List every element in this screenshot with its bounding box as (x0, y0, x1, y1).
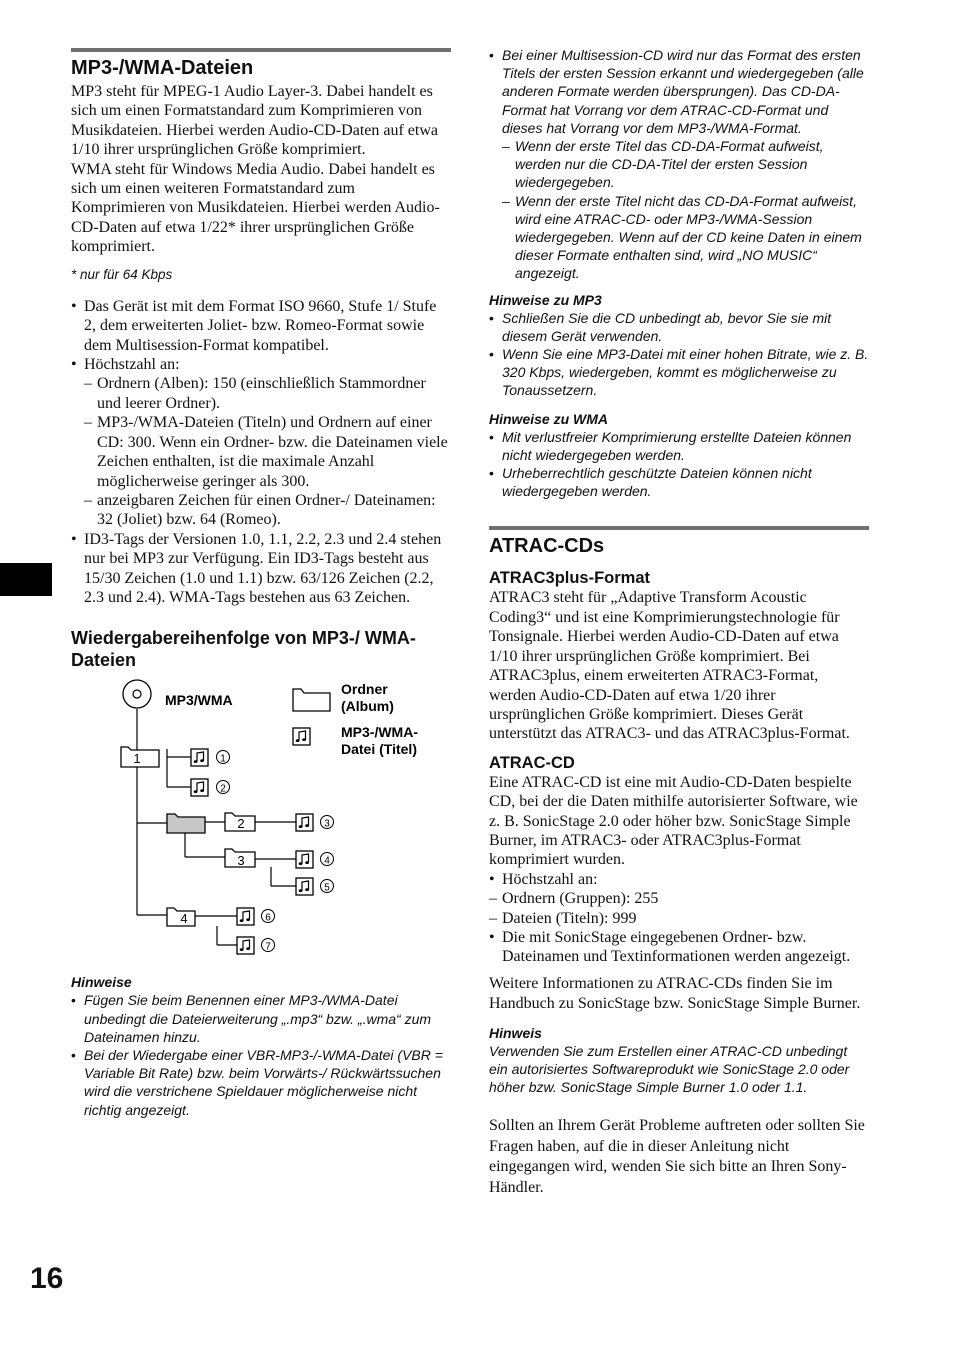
page-number: 16 (30, 1262, 64, 1295)
legend-file-label: MP3-/WMA- (341, 724, 418, 741)
track-number: 4 (324, 855, 330, 867)
list-item: • Die mit SonicStage eingegebenen Ordner- bzw. Dateinamen und Textinformationen werden angezeigt. (489, 928, 869, 967)
note-item: • Mit verlustfreier Komprimierung erstellte Dateien können nicht wiedergegeben werden. (489, 428, 869, 464)
wma-paragraph: WMA steht für Windows Media Audio. Dabei handelt es sich um einen weiteren Formatstandard zum Komprimieren von Musikdateien. Hierbei werden Audio-CD-Daten auf etwa 1/22* ihrer ursprünglichen Größe komprimiert. (71, 160, 440, 256)
mp3-spec-list (71, 297, 451, 608)
cd-disc-icon (123, 680, 151, 708)
music-file-icon (237, 908, 254, 925)
footnote: * nur für 64 Kbps (71, 266, 173, 282)
track-number: 7 (265, 941, 271, 953)
atrac-cd-list (489, 870, 869, 967)
track-number: 1 (220, 753, 226, 765)
more-info-paragraph: Weitere Informationen zu ATRAC-CDs finden Sie im Handbuch zu SonicStage bzw. SonicStage Simple Burner. (489, 974, 861, 1013)
notes-heading: Hinweise (71, 974, 132, 991)
playback-order-heading: Wiedergabereihenfolge von MP3-/ WMA-Dateien (71, 628, 416, 671)
closing-paragraph: Sollten an Ihrem Gerät Probleme auftreten oder sollten Sie Fragen haben, auf die in dieser Anleitung nicht eingegangen wird, wenden Sie sich bitte an Ihren Sony-Händler. (489, 1117, 865, 1196)
note-subitem: – Wenn der erste Titel nicht das CD-DA-Format aufweist, wird eine ATRAC-CD- oder MP3-/WMA-Session wiedergegeben. Wenn auf der CD keine Daten in einem dieser Formate enthalten sind, wird „NO MUSIC“ angezeigt. (489, 192, 869, 283)
track-number: 5 (324, 882, 330, 894)
note-item: • Bei einer Multisession-CD wird nur das Format des ersten Titels der ersten Session erkannt und wiedergegeben (alle anderen Formate werden übersprungen). Das CD-DA-Format hat Vorrang vor dem ATRAC-CD-Format und dieses hat Vorrang vor dem MP3-/WMA-Format. (489, 46, 869, 137)
folder-number: 1 (133, 751, 141, 767)
right-column (489, 46, 869, 1198)
mp3-wma-heading: MP3-/WMA-Dateien (71, 57, 254, 79)
atrac-cd-paragraph: Eine ATRAC-CD ist eine mit Audio-CD-Daten bespielte CD, bei der die Daten mithilfe autorisierter Software, wie z. B. SonicStage 2.0 oder höher bzw. SonicStage Simple Burner, im ATRAC3- oder ATRAC3plus-Format komprimiert wurden. (489, 773, 858, 869)
note-item: • Wenn Sie eine MP3-Datei mit einer hohen Bitrate, wie z. B. 320 Kbps, wiedergeben, kommt es möglicherweise zu Tonaussetzern. (489, 345, 869, 400)
list-item: • ID3-Tags der Versionen 1.0, 1.1, 2.2, 2.3 und 2.4 stehen nur bei MP3 zur Verfügung. Ein ID3-Tags besteht aus 15/30 Zeichen (1.0 und 1.1) bzw. 63/126 Zeichen (2.2, 2.3 und 2.4). WMA-Tags bestehen aus 63 Zeichen. (71, 530, 451, 608)
atrac3plus-paragraph: ATRAC3 steht für „Adaptive Transform Acoustic Coding3“ und ist eine Komprimierungstechnologie für Tonsignale. Hierbei werden Audio-CD-Daten auf etwa 1/10 ihrer ursprünglichen Größe komprimiert. Bei ATRAC3plus, einem erweiterten ATRAC3-Format, werden Audio-CD-Daten auf etwa 1/20 ihrer ursprünglichen Größe komprimiert. Dieses Gerät unterstützt das ATRAC3- und das ATRAC3plus-Format. (489, 589, 850, 743)
atrac3plus-heading: ATRAC3plus-Format (489, 569, 651, 588)
legend-folder-icon (293, 689, 330, 711)
track-number: 3 (324, 818, 330, 830)
wma-notes-list (489, 428, 869, 501)
list-item: • Das Gerät ist mit dem Format ISO 9660, Stufe 1/ Stufe 2, dem erweiterten Joliet- bzw. Romeo-Format sowie dem Multisession-Format kompatibel. (71, 297, 451, 355)
music-file-icon (191, 779, 208, 796)
music-file-icon (237, 937, 254, 954)
track-number: 2 (220, 783, 226, 795)
music-file-icon (296, 878, 313, 895)
folder-number: 2 (237, 816, 245, 832)
folder-number: 4 (180, 911, 188, 927)
hinweis-text: Verwenden Sie zum Erstellen einer ATRAC-CD unbedingt ein autorisiertes Softwareprodukt wie SonicStage 2.0 oder höher bzw. SonicStage Simple Burner 1.0 oder 1.1. (489, 1042, 850, 1096)
note-subitem: – Wenn der erste Titel das CD-DA-Format aufweist, werden nur die CD-DA-Titel der ersten Session wiedergegeben. (489, 137, 869, 192)
list-subitem: – MP3-/WMA-Dateien (Titeln) und Ordnern auf einer CD: 300. Wenn ein Ordner- bzw. die Dateinamen viele Zeichen enthalten, ist die maximale Anzahl möglicherweise geringer als 300. (71, 413, 451, 491)
mp3-wma-intro (71, 82, 451, 257)
legend-folder-label: (Album) (341, 698, 394, 715)
list-item: • Höchstzahl an: (71, 355, 451, 374)
list-subitem: – anzeigbaren Zeichen für einen Ordner-/ Dateinamen: 32 (Joliet) bzw. 64 (Romeo). (71, 491, 451, 530)
music-file-icon (191, 749, 208, 766)
multisession-list (489, 46, 869, 283)
left-column (71, 48, 451, 1119)
folder-number: 3 (237, 853, 245, 869)
list-item: • Höchstzahl an: (489, 870, 869, 889)
wma-notes-heading: Hinweise zu WMA (489, 410, 609, 427)
music-file-icon (296, 814, 313, 831)
mp3-notes-heading: Hinweise zu MP3 (489, 291, 602, 308)
list-subitem: – Ordnern (Alben): 150 (einschließlich Stammordner und leerer Ordner). (71, 374, 451, 413)
legend-folder-label: Ordner (341, 681, 388, 698)
legend-music-file-icon (293, 728, 310, 745)
section-tab-marker (0, 563, 52, 596)
list-subitem: – Ordnern (Gruppen): 255 (489, 889, 869, 908)
note-item: • Urheberrechtlich geschützte Dateien können nicht wiedergegeben werden. (489, 464, 869, 500)
legend-file-label: Datei (Titel) (341, 741, 417, 758)
atrac-cds-heading: ATRAC-CDs (489, 535, 605, 558)
section-rule (71, 48, 451, 52)
mp3-paragraph: MP3 steht für MPEG-1 Audio Layer-3. Dabei handelt es sich um einen Formatstandard zum Komprimieren von Musikdateien. Hierbei werden Audio-CD-Daten auf etwa 1/10 ihrer ursprünglichen Größe komprimiert. (71, 83, 438, 159)
section-rule (489, 526, 869, 530)
root-label: MP3/WMA (165, 692, 233, 709)
note-item: • Bei der Wiedergabe einer VBR-MP3-/-WMA-Datei (VBR = Variable Bit Rate) bzw. beim Vorwärts-/ Rückwärtssuchen wird die verstrichene Spieldauer möglicherweise nicht richtig angezeigt. (71, 1046, 451, 1119)
mp3-notes-list (489, 309, 869, 400)
folder-icon (167, 814, 205, 833)
atrac-cd-heading: ATRAC-CD (489, 753, 575, 772)
list-subitem: – Dateien (Titeln): 999 (489, 909, 869, 928)
track-number: 6 (265, 912, 271, 924)
notes-list (71, 991, 451, 1118)
playback-order-diagram (71, 675, 451, 965)
note-item: • Schließen Sie die CD unbedingt ab, bevor Sie sie mit diesem Gerät verwenden. (489, 309, 869, 345)
music-file-icon (296, 851, 313, 868)
hinweis-heading: Hinweis (489, 1024, 542, 1041)
note-item: • Fügen Sie beim Benennen einer MP3-/WMA-Datei unbedingt die Dateierweiterung „.mp3“ bzw. „.wma“ zum Dateinamen hinzu. (71, 991, 451, 1046)
